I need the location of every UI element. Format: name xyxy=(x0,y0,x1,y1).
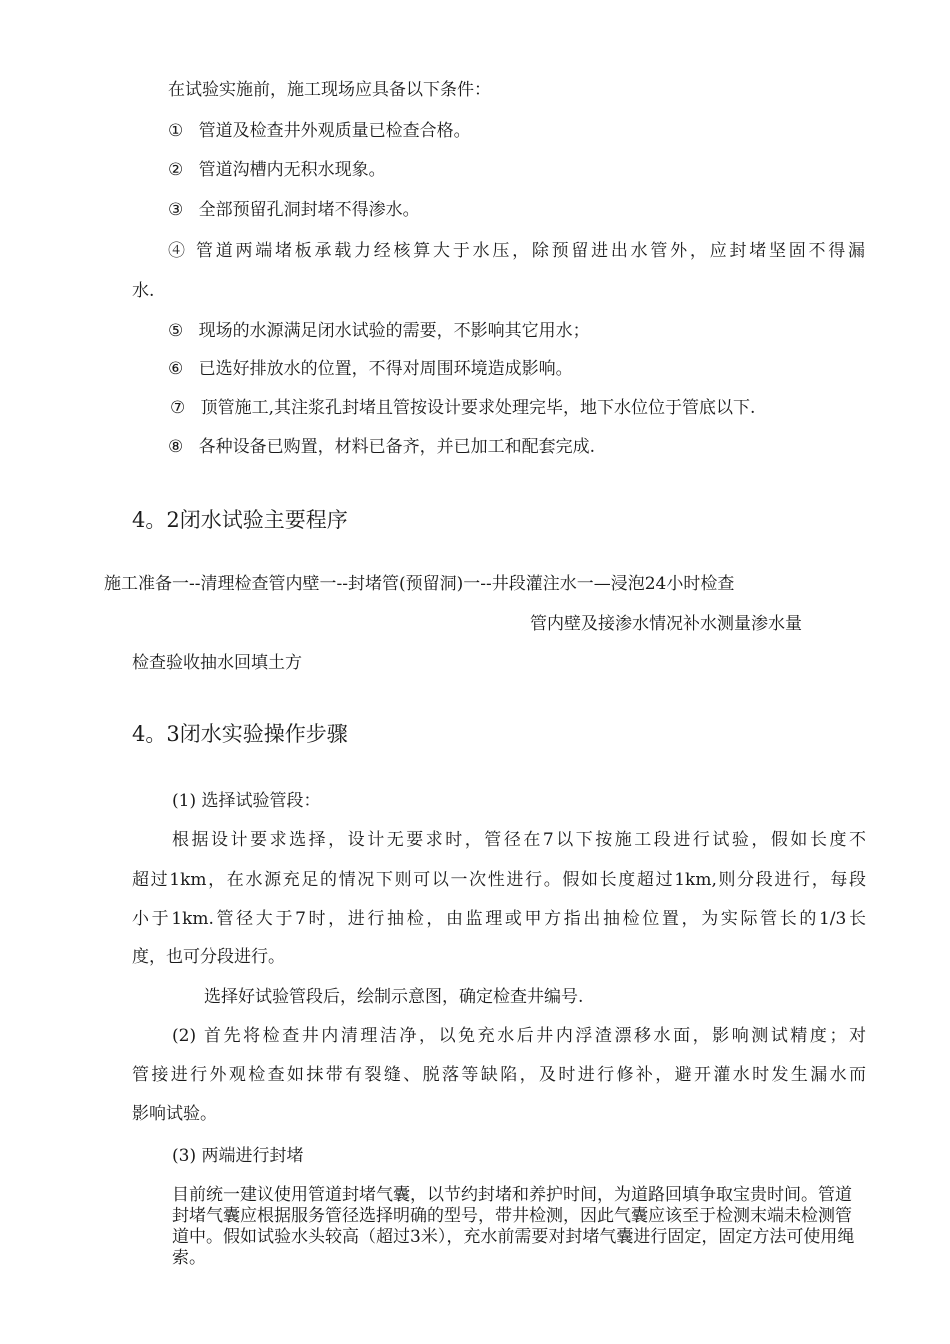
condition-text: 各种设备已购置，材料已备齐，并已加工和配套完成. xyxy=(198,437,596,457)
condition-number: ⑤ xyxy=(168,321,184,341)
step-2-para-line-1: (2) 首先将检查井内清理洁净，以免充水后井内浮渣漂移水面，影响测试精度；对 xyxy=(172,1026,866,1046)
condition-number: ⑦ xyxy=(170,398,186,418)
condition-item-3 xyxy=(168,199,420,221)
step-2-para-line-3: 影响试验。 xyxy=(132,1104,217,1124)
condition-number: ④ xyxy=(168,241,188,261)
condition-number: ⑥ xyxy=(168,359,184,379)
step-1-followup: 选择好试验管段后，绘制示意图，确定检查井编号. xyxy=(204,987,584,1007)
step-1-para-line-4: 度，也可分段进行。 xyxy=(132,947,285,967)
condition-item-5 xyxy=(168,320,590,342)
section-heading-4-3: 4。3闭水实验操作步骤 xyxy=(132,722,348,746)
condition-text: 管道及检查井外观质量已检查合格。 xyxy=(198,121,471,141)
step-3-title: (3) 两端进行封堵 xyxy=(172,1146,304,1166)
step-3-paragraph: 目前统一建议使用管道封堵气囊，以节约封堵和养护时间，为道路回填争取宝贵时间。管道封堵气囊应根据服务管径选择明确的型号，带井检测，因此气囊应该至于检测末端未检测管道中。假如试验水头较高（超过3米），充水前需要对封堵气囊进行固定，固定方法可使用绳索。 xyxy=(172,1185,855,1268)
condition-number: ⑧ xyxy=(168,437,184,457)
condition-text: 全部预留孔洞封堵不得渗水。 xyxy=(198,200,420,220)
condition-item-1 xyxy=(168,120,471,142)
procedure-flow-line-1: 施工准备一--清理检查管内壁一--封堵管(预留洞)一--井段灌注水一—浸泡24小时检查 xyxy=(104,574,735,594)
condition-number: ② xyxy=(168,160,184,180)
condition-item-2 xyxy=(168,159,386,181)
condition-item-7 xyxy=(170,397,755,419)
step-2-para-line-2: 管接进行外观检查如抹带有裂缝、脱落等缺陷，及时进行修补，避开灌水时发生漏水而 xyxy=(132,1065,866,1085)
condition-item-6 xyxy=(168,358,573,380)
condition-text: 已选好排放水的位置，不得对周围环境造成影响。 xyxy=(198,359,573,379)
condition-number: ③ xyxy=(168,200,184,220)
intro-text: 在试验实施前，施工现场应具备以下条件： xyxy=(168,80,491,100)
condition-item-4-continuation: 水. xyxy=(132,281,155,301)
step-1-title: (1) 选择试验管段： xyxy=(172,791,321,811)
condition-text: 管道两端堵板承载力经核算大于水压，除预留进出水管外，应封堵坚固不得漏 xyxy=(195,241,866,261)
section-heading-4-2: 4。2闭水试验主要程序 xyxy=(132,508,348,532)
procedure-flow-line-2: 管内壁及接渗水情况补水测量渗水量 xyxy=(530,614,802,634)
condition-text: 顶管施工,其注浆孔封堵且管按设计要求处理完毕，地下水位位于管底以下. xyxy=(200,398,756,418)
step-1-para-line-2: 超过1km，在水源充足的情况下则可以一次性进行。假如长度超过1km,则分段进行，每段 xyxy=(132,870,866,890)
condition-text: 管道沟槽内无积水现象。 xyxy=(198,160,386,180)
condition-text: 现场的水源满足闭水试验的需要，不影响其它用水； xyxy=(198,321,590,341)
procedure-flow-line-3: 检查验收抽水回填土方 xyxy=(132,653,302,673)
condition-item-8 xyxy=(168,436,595,458)
condition-item-4 xyxy=(168,240,865,262)
step-1-para-line-3: 小于1km.管径大于7时，进行抽检，由监理或甲方指出抽检位置，为实际管长的1/3长 xyxy=(132,909,866,929)
step-1-para-line-1: 根据设计要求选择，设计无要求时，管径在7以下按施工段进行试验，假如长度不 xyxy=(172,830,866,850)
condition-number: ① xyxy=(168,121,184,141)
